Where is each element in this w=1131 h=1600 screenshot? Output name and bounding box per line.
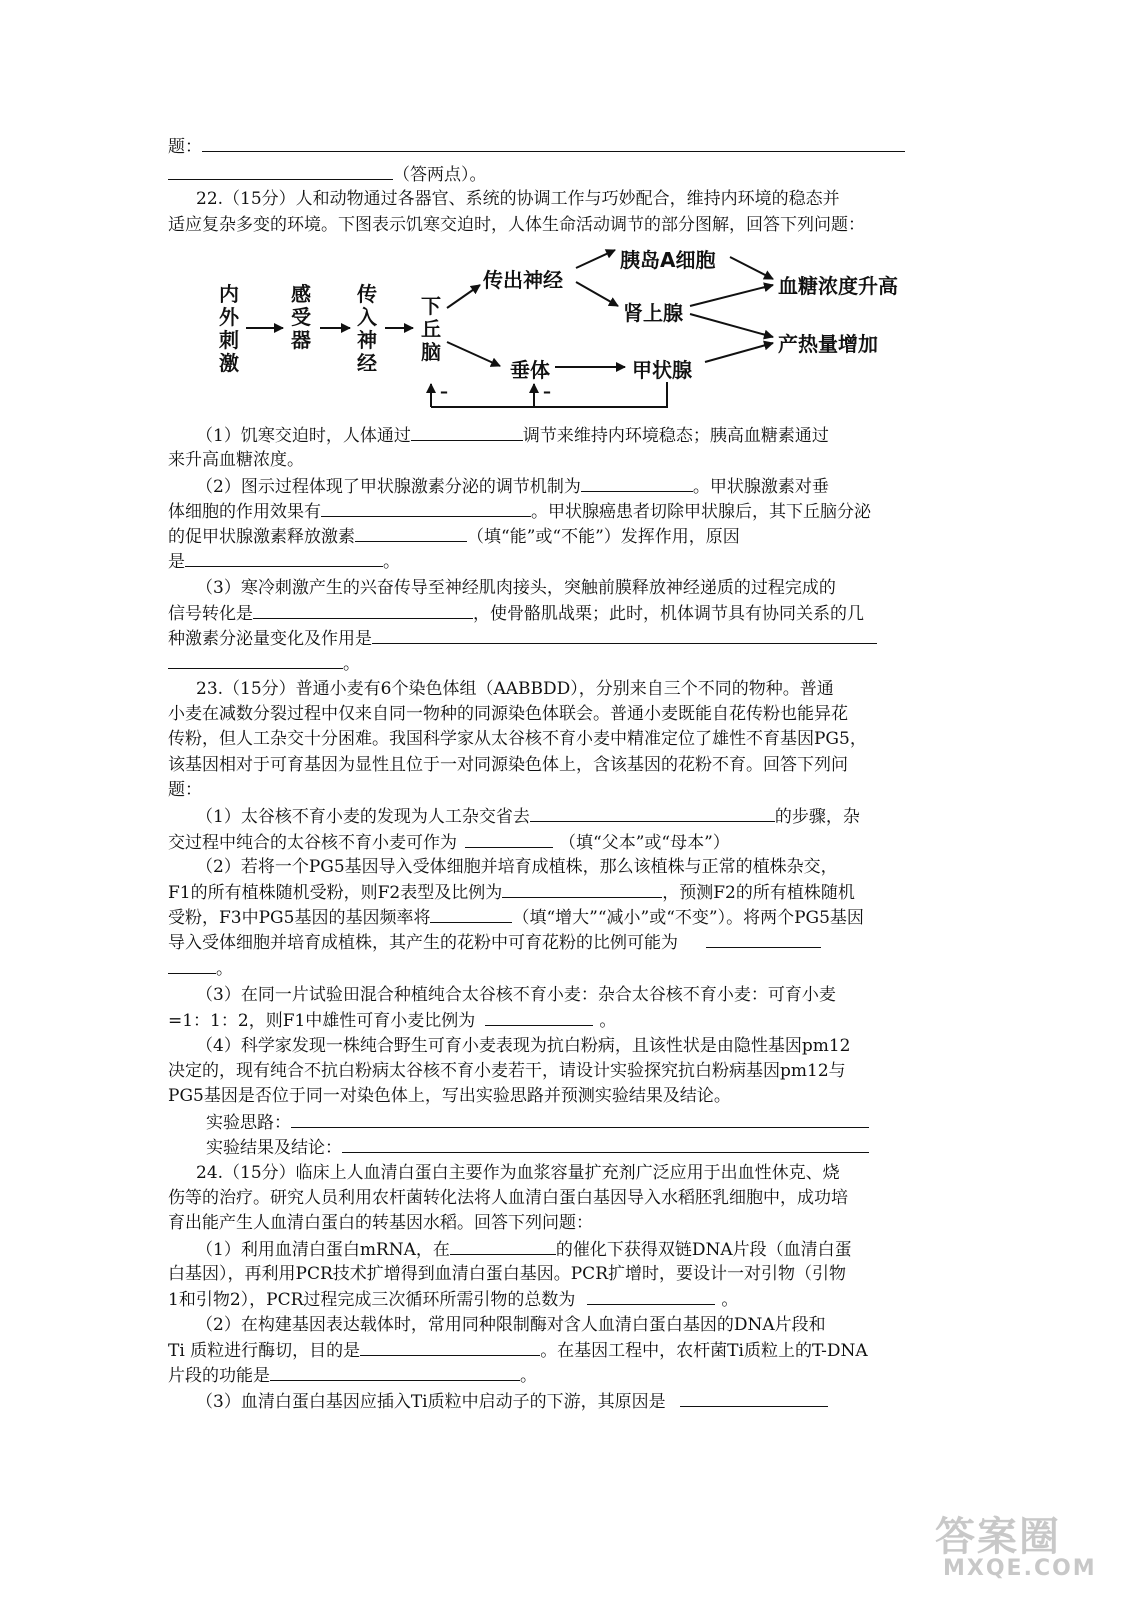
node-blood-glucose-rise: 血糖浓度升高 (778, 274, 898, 298)
text-line: 片段的功能是 。 (168, 1362, 537, 1389)
text-line: （3）在同一片试验田混合种植纯合太谷核不育小麦：杂合太谷核不育小麦：可育小麦 (196, 985, 836, 1005)
text-line: =1：1：2，则F1中雄性可育小麦比例为 。 (168, 1007, 616, 1034)
text-line: 实验结果及结论： (206, 1134, 869, 1161)
question-24-stem: 24.（15分）临床上人血清白蛋白主要作为血浆容量扩充剂广泛应用于出血性休克、烧 (196, 1163, 840, 1183)
watermark-url: MXQE.COM (943, 1556, 1097, 1581)
arrow-hypothalamus-pituitary (447, 342, 500, 366)
node-afferent-nerve: 传入神经 (357, 282, 377, 375)
text-line: 的促甲状腺激素释放激素 （填“能”或“不能”）发挥作用，原因 (168, 523, 740, 550)
text-line: 小麦在减数分裂过程中仅来自同一物种的同源染色体联会。普通小麦既能自花传粉也能异花 (168, 704, 848, 724)
node-receptor: 感受器 (291, 282, 311, 352)
negative-sign: – (543, 382, 551, 401)
text-line: 体细胞的作用效果有 。甲状腺癌患者切除甲状腺后，其下丘脑分泌 (168, 498, 871, 525)
text-line: 该基因相对于可育基因为显性且位于一对同源染色体上，含该基因的花粉不育。回答下列问 (168, 755, 848, 775)
text-line: 决定的，现有纯合不抗白粉病太谷核不育小麦若干，请设计实验探究抗白粉病基因pm12与 (168, 1061, 846, 1081)
node-efferent-nerve: 传出神经 (483, 268, 563, 292)
text-line: （1）利用血清白蛋白mRNA，在 的催化下获得双链DNA片段（血清白蛋 (196, 1236, 852, 1263)
text-line: （2）若将一个PG5基因导入受体细胞并培育成植株，那么该植株与正常的植株杂交， (196, 857, 838, 877)
text-line: 题： (168, 133, 905, 160)
text-line: 实验思路： (206, 1109, 869, 1136)
text-line: F1的所有植株随机受粉，则F2表型及比例为 ，预测F2的所有植株随机 (168, 879, 855, 906)
node-thyroid: 甲状腺 (632, 358, 692, 382)
node-stimulus: 内外刺激 (219, 282, 239, 375)
text-line: （答两点）。 (168, 161, 487, 188)
node-hypothalamus: 下丘脑 (421, 294, 441, 364)
arrow-pancreas-glucose (730, 257, 773, 279)
text-line: 伤等的治疗。研究人员利用农杆菌转化法将人血清白蛋白基因导入水稻胚乳细胞中，成功培 (168, 1188, 848, 1208)
text-line: 。 (168, 955, 233, 982)
text-line: 信号转化是 ，使骨骼肌战栗；此时，机体调节具有协同关系的几 (168, 600, 864, 627)
node-pituitary: 垂体 (510, 358, 550, 382)
question-23-stem: 23.（15分）普通小麦有6个染色体组（AABBDD），分别来自三个不同的物种。普通 (196, 679, 834, 699)
text-line: 导入受体细胞并培育成植株，其产生的花粉中可育花粉的比例可能为 (168, 929, 821, 956)
text-line: （2）图示过程体现了甲状腺激素分泌的调节机制为 。甲状腺激素对垂 (196, 473, 829, 500)
text-line: 题： (168, 780, 202, 800)
node-adrenal-gland: 肾上腺 (623, 301, 683, 325)
text-line: （1）太谷核不育小麦的发现为人工杂交省去 的步骤，杂 (196, 803, 860, 830)
regulation-diagram (200, 240, 930, 415)
text-line: 适应复杂多变的环境。下图表示饥寒交迫时，人体生命活动调节的部分图解，回答下列问题： (168, 215, 865, 235)
arrow-adrenal-glucose (690, 285, 773, 306)
arrow-efferent-pancreas (576, 250, 615, 268)
node-heat-increase: 产热量增加 (778, 332, 878, 356)
text-line: （3）血清白蛋白基因应插入Ti质粒中启动子的下游，其原因是 (196, 1388, 828, 1415)
text-line: 受粉，F3中PG5基因的基因频率将 （填“增大”“减小”或“不变”）。将两个PG5基因 (168, 904, 864, 931)
text-line: 1和引物2），PCR过程完成三次循环所需引物的总数为 。 (168, 1286, 738, 1313)
arrow-hypothalamus-efferent (447, 285, 480, 308)
text-line: （1）饥寒交迫时，人体通过 调节来维持内环境稳态；胰高血糖素通过 (196, 422, 829, 449)
arrow-adrenal-heat (690, 314, 773, 337)
text-line: （3）寒冷刺激产生的兴奋传导至神经肌肉接头，突触前膜释放神经递质的过程完成的 (196, 578, 836, 598)
text-line: Ti 质粒进行酶切，目的是 。在基因工程中，农杆菌Ti质粒上的T-DNA (168, 1337, 868, 1364)
text-line: （4）科学家发现一株纯合野生可育小麦表现为抗白粉病，且该性状是由隐性基因pm12 (196, 1036, 851, 1056)
text-line: 是 。 (168, 548, 400, 575)
text-line: 育出能产生人血清白蛋白的转基因水稻。回答下列问题： (168, 1213, 593, 1233)
arrow-efferent-adrenal (576, 282, 618, 306)
node-pancreatic-a-cell: 胰岛A细胞 (620, 248, 716, 272)
text-line: PG5基因是否位于同一对染色体上，写出实验思路并预测实验结果及结论。 (168, 1086, 731, 1106)
text-line: 传粉，但人工杂交十分困难。我国科学家从太谷核不育小麦中精准定位了雄性不育基因PG5， (168, 729, 867, 749)
text-line: 交过程中纯合的太谷核不育小麦可作为 （填“父本”或“母本”） (168, 829, 730, 856)
question-22-stem: 22.（15分）人和动物通过各器官、系统的协调工作与巧妙配合，维持内环境的稳态并 (196, 189, 840, 209)
text-line: 白基因），再利用PCR技术扩增得到血清白蛋白基因。PCR扩增时，要设计一对引物（引物 (168, 1264, 846, 1284)
text-line: 来升高血糖浓度。 (168, 450, 304, 470)
arrow-thyroid-heat (705, 343, 773, 362)
text-line: 种激素分泌量变化及作用是 (168, 625, 877, 652)
watermark-logo: 答案圈 (935, 1514, 1061, 1560)
text-line: 。 (168, 650, 360, 677)
negative-sign: – (440, 382, 448, 401)
text-line: （2）在构建基因表达载体时，常用同种限制酶对含人血清白蛋白基因的DNA片段和 (196, 1315, 826, 1335)
